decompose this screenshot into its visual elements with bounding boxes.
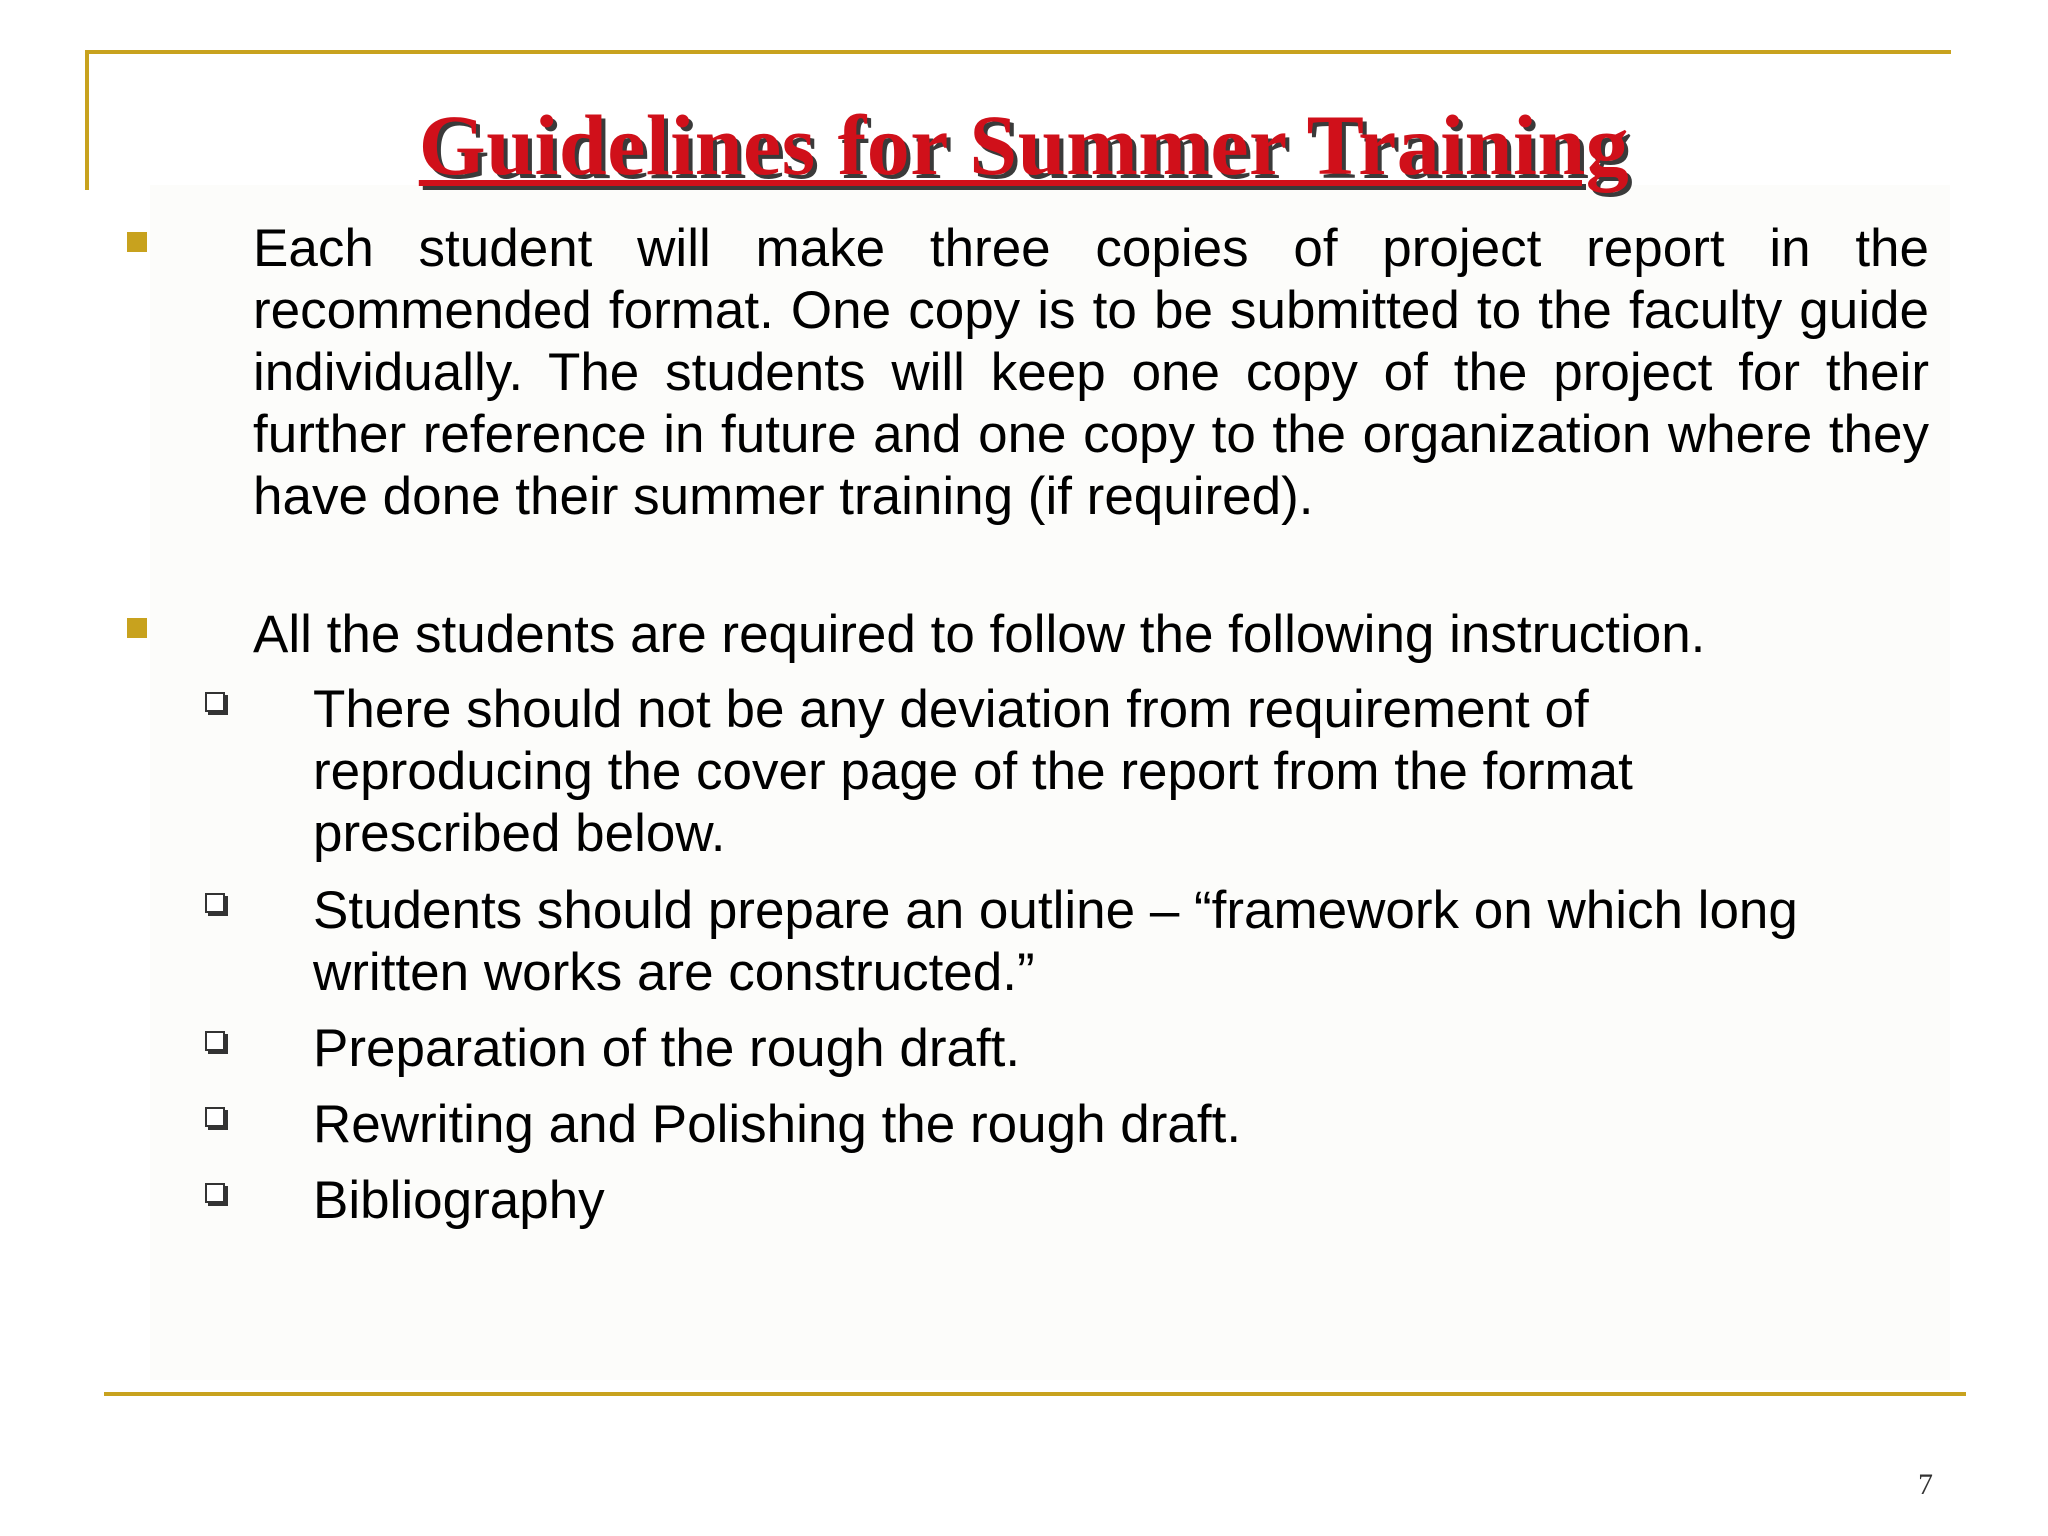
checkbox-bullet-icon	[205, 1107, 225, 1127]
checkbox-bullet-icon	[205, 893, 225, 913]
square-bullet-icon	[127, 618, 147, 638]
sub-bullet-text: Bibliography	[313, 1171, 605, 1230]
frame-top-line	[85, 50, 1951, 54]
sub-bullet-text: Students should prepare an outline – “framework on which long written works are constructed.”	[313, 881, 1798, 1002]
sub-bullet-text: There should not be any deviation from requirement of reproducing the cover page of the report from the format prescribed below.	[313, 680, 1633, 863]
frame-bottom-line	[104, 1392, 1966, 1396]
bullet-text: All the students are required to follow the following instruction.	[253, 605, 1706, 664]
sub-bullet-text: Preparation of the rough draft.	[313, 1019, 1021, 1078]
bullet-text: Each student will make three copies of project report in the recommended format. One copy is to be submitted to the faculty guide individually. The students will keep one copy of the project for their further reference in future and one copy to the organization where they have done their summer training (if required).	[253, 219, 1929, 526]
slide-title: Guidelines for Summer Training	[418, 97, 1630, 193]
checkbox-bullet-icon	[205, 1183, 225, 1203]
page-number: 7	[1918, 1468, 1933, 1501]
sub-bullet-text: Rewriting and Polishing the rough draft.	[313, 1095, 1242, 1154]
checkbox-bullet-icon	[205, 1031, 225, 1051]
square-bullet-icon	[127, 232, 147, 252]
checkbox-bullet-icon	[205, 692, 225, 712]
